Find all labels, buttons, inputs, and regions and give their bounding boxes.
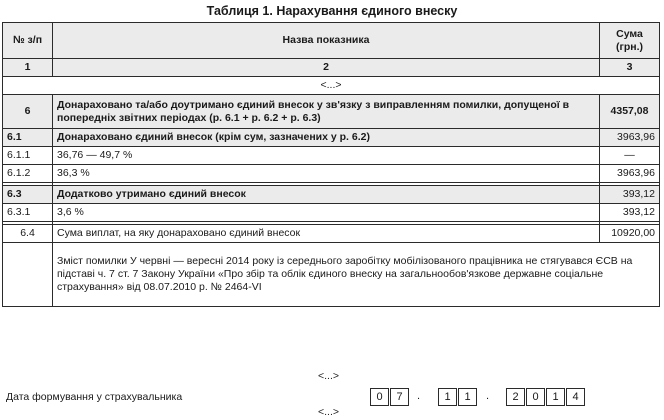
note-number-cell	[3, 243, 53, 307]
header-number: № з/п	[3, 23, 53, 59]
row-number: 6.3.1	[3, 204, 53, 222]
row-number: 6.4	[3, 225, 53, 243]
row-sum: 4357,08	[600, 95, 660, 129]
contribution-table	[2, 22, 660, 307]
date-digit: 0	[526, 388, 545, 406]
row-name: Додатково утримано єдиний внесок	[53, 186, 600, 204]
error-note: Зміст помилки У червні — вересні 2014 року із середнього заробітку мобілізованого працівника не стягувався ЄСВ на підставі ч. 7 ст. 7 Закону України «Про збір та облік єдиного внеску на загальнообов'язкове державне соціальне страхування» від 08.07.2010 р. № 2464-VI	[53, 243, 660, 307]
ellipsis: <...>	[318, 406, 340, 418]
date-digit: 1	[458, 388, 477, 406]
date-label: Дата формування у страхувальника	[6, 391, 183, 403]
table-row	[3, 147, 660, 165]
row-sum: —	[600, 147, 660, 165]
date-digit: 0	[370, 388, 389, 406]
header-name: Назва показника	[53, 23, 600, 59]
row-name: Донараховано та/або доутримано єдиний внесок у зв'язку з виправленням помилки, допущеної в попередніх звітних періодах (р. 6.1 + р. 6.2 + р. 6.3)	[53, 95, 600, 129]
date-digit: 1	[438, 388, 457, 406]
column-number-3: 3	[600, 59, 660, 77]
row-name: Сума виплат, на яку донараховано єдиний внесок	[53, 225, 600, 243]
table-row	[3, 129, 660, 147]
row-number: 6.1.2	[3, 165, 53, 183]
row-name: 36,76 — 49,7 %	[53, 147, 600, 165]
table-row	[3, 186, 660, 204]
row-sum: 393,12	[600, 204, 660, 222]
date-digit: 4	[566, 388, 585, 406]
row-name: 3,6 %	[53, 204, 600, 222]
table-row	[3, 95, 660, 129]
table-row	[3, 165, 660, 183]
table-title: Таблиця 1. Нарахування єдиного внеску	[206, 4, 458, 18]
ellipsis-row	[3, 77, 660, 95]
ellipsis: <...>	[318, 370, 340, 382]
date-digit: 2	[506, 388, 525, 406]
date-digit: 1	[546, 388, 565, 406]
formation-date-row	[6, 388, 660, 406]
table-row	[3, 225, 660, 243]
column-number-2: 2	[53, 59, 600, 77]
table-header-row	[3, 23, 660, 59]
header-sum: Сума (грн.)	[600, 23, 660, 59]
row-sum: 3963,96	[600, 165, 660, 183]
row-sum: 10920,00	[600, 225, 660, 243]
row-sum: 3963,96	[600, 129, 660, 147]
date-digit: 7	[390, 388, 409, 406]
date-separator: .	[486, 390, 490, 402]
column-number-1: 1	[3, 59, 53, 77]
ellipsis: <...>	[3, 77, 660, 95]
row-name: Донараховано єдиний внесок (крім сум, зазначених у р. 6.2)	[53, 129, 600, 147]
column-number-row	[3, 59, 660, 77]
row-number: 6.1.1	[3, 147, 53, 165]
date-separator: .	[417, 390, 421, 402]
table-row	[3, 204, 660, 222]
row-name: 36,3 %	[53, 165, 600, 183]
row-sum: 393,12	[600, 186, 660, 204]
row-number: 6.3	[3, 186, 53, 204]
row-number: 6.1	[3, 129, 53, 147]
note-row	[3, 243, 660, 307]
row-number: 6	[3, 95, 53, 129]
